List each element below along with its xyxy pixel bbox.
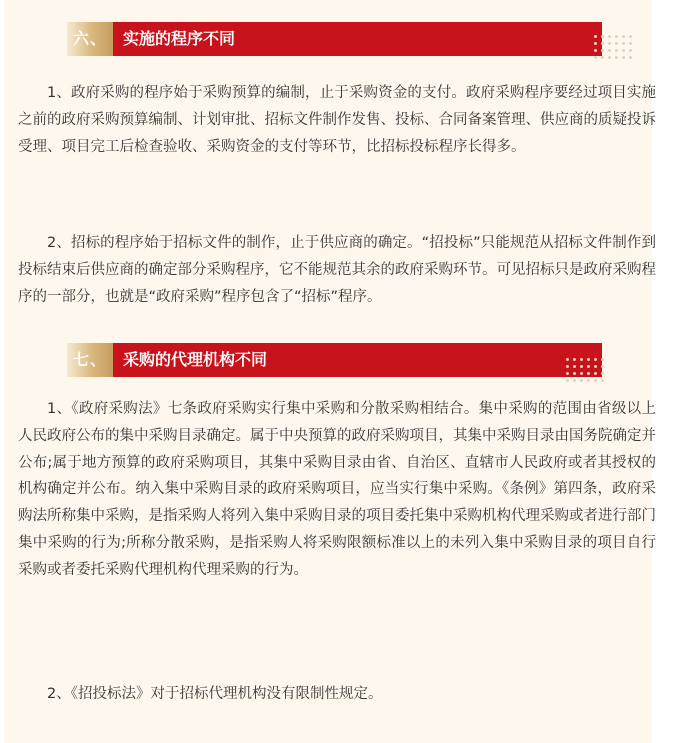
paragraph: 1、政府采购的程序始于采购预算的编制，止于采购资金的支付。政府采购程序要经过项目实施之前的政府采购预算编制、计划审批、招标文件制作发售、投标、合同备案管理、供应商的质疑投诉受理、项目完工后检查验收、采购资金的支付等环节，比招标投标程序长得多。 [18,85,656,155]
section-number: 六、 [67,22,113,56]
section-title: 采购的代理机构不同 [113,343,602,377]
section-header-7 [67,343,602,377]
paragraph: 2、《招投标法》对于招标代理机构没有限制性规定。 [47,686,383,702]
decorative-dots-icon [564,356,608,384]
decorative-dots-icon [592,33,636,61]
article-page [4,0,666,743]
section-header-6 [67,22,602,56]
paragraph: 2、招标的程序始于招标文件的制作，止于供应商的确定。“招投标”只能规范从招标文件制作到投标结束后供应商的确定部分采购程序，它不能规范其余的政府采购环节。可见招标只是政府采购程序的一部分，也就是“政府采购”程序包含了“招标”程序。 [18,235,656,305]
section-title: 实施的程序不同 [113,22,602,56]
section-number: 七、 [67,343,113,377]
paragraph: 1、《政府采购法》七条政府采购实行集中采购和分散采购相结合。集中采购的范围由省级以上人民政府公布的集中采购目录确定。属于中央预算的政府采购项目，其集中采购目录由国务院确定并公布;属于地方预算的政府采购项目，其集中采购目录由省、自治区、直辖市人民政府或者其授权的机构确定并公布。纳入集中采购目录的政府采购项目，应当实行集中采购。《条例》第四条，政府采购法所称集中采购，是指采购人将列入集中采购目录的项目委托集中采购机构代理采购或者进行部门集中采购的行为;所称分散采购，是指采购人将采购限额标准以上的未列入集中采购目录的项目自行采购或者委托采购代理机构代理采购的行为。 [18,401,656,578]
